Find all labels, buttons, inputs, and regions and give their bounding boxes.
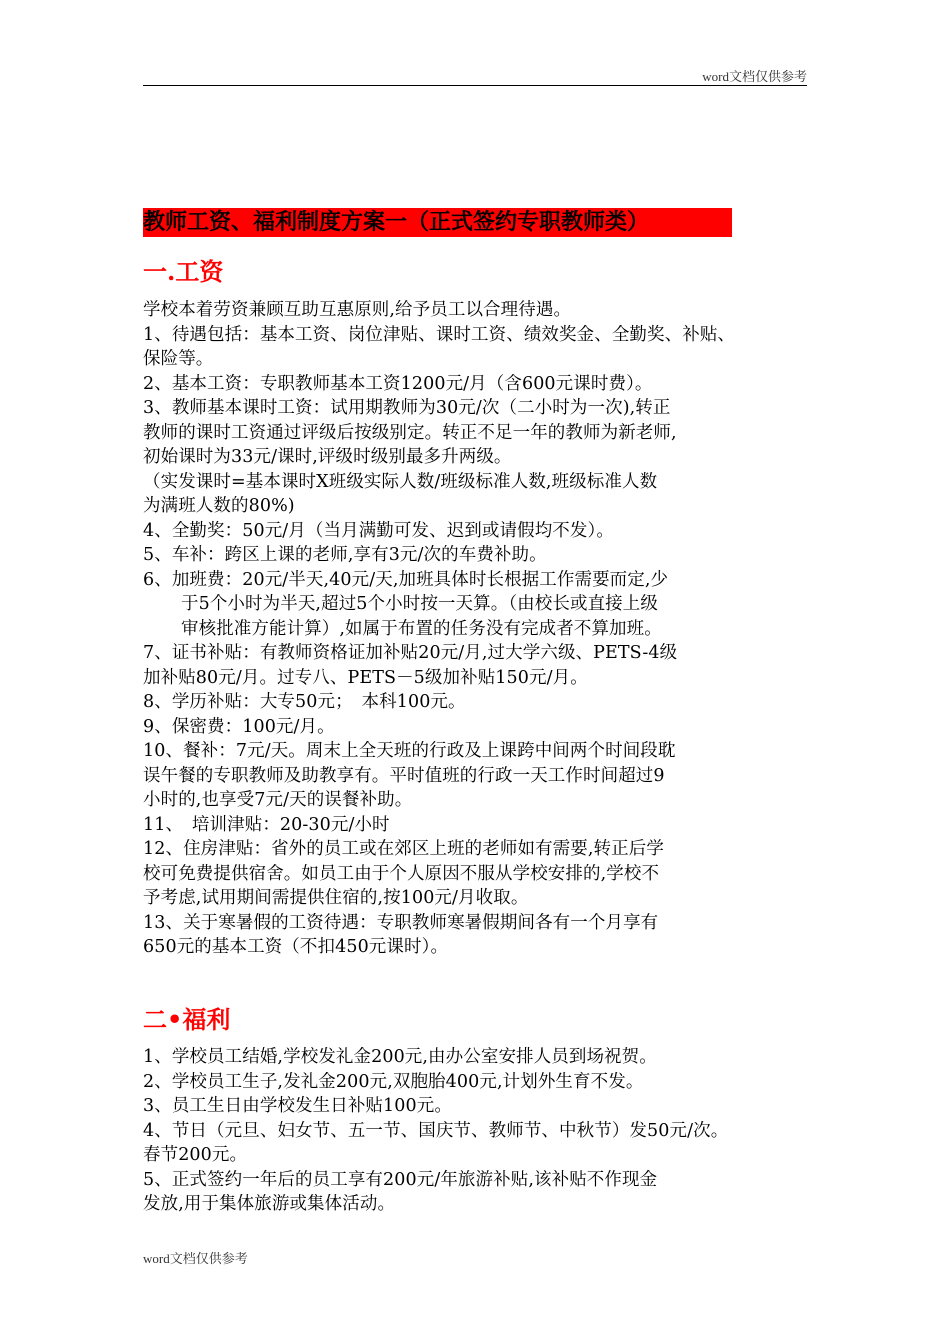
salary-section-body	[143, 298, 823, 960]
paragraph-line: 保险等。	[143, 349, 214, 369]
paragraph-line: 为满班人数的80%)	[143, 496, 295, 516]
section-heading-salary: 一.工资	[143, 257, 224, 286]
paragraph-line: 5、车补：跨区上课的老师,享有3元/次的车费补助。	[143, 545, 547, 565]
page-header-text: word文档仅供参考	[702, 69, 807, 84]
page-footer-text: word文档仅供参考	[143, 1251, 248, 1266]
paragraph-line: 11、 培训津贴：20-30元/小时	[143, 814, 390, 835]
paragraph-line: 校可免费提供宿舍。如员工由于个人原因不服从学校安排的,学校不	[143, 863, 660, 884]
paragraph-line: 发放,用于集体旅游或集体活动。	[143, 1194, 396, 1214]
paragraph-line: 1、学校员工结婚,学校发礼金200元,由办公室安排人员到场祝贺。	[143, 1047, 657, 1067]
paragraph-line: 2、基本工资：专职教师基本工资1200元/月（含600元课时费）。	[143, 373, 653, 394]
paragraph-line: （实发课时=基本课时X班级实际人数/班级标准人数,班级标准人数	[143, 471, 658, 492]
section-heading-benefits: 二•福利	[143, 1005, 231, 1034]
paragraph-line: 春节200元。	[143, 1145, 248, 1165]
paragraph-line: 初始课时为33元/课时,评级时级别最多升两级。	[143, 447, 512, 467]
paragraph-line: 8、学历补贴：大专50元； 本科100元。	[143, 692, 466, 712]
paragraph-line: 6、加班费：20元/半天,40元/天,加班具体时长根据工作需要而定,少	[143, 569, 669, 590]
benefits-section-body	[143, 1045, 823, 1217]
paragraph-line: 1、待遇包括：基本工资、岗位津贴、课时工资、绩效奖金、全勤奖、补贴、	[143, 324, 736, 345]
paragraph-line: 3、员工生日由学校发生日补贴100元。	[143, 1096, 452, 1116]
paragraph-line: 12、住房津贴：省外的员工或在郊区上班的老师如有需要,转正后学	[143, 839, 664, 859]
header-divider	[143, 85, 807, 86]
paragraph-line: 小时的,也享受7元/天的误餐补助。	[143, 790, 413, 810]
paragraph-line: 审核批准方能计算）,如属于布置的任务没有完成者不算加班。	[181, 618, 662, 639]
paragraph-line: 650元的基本工资（不扣450元课时）。	[143, 937, 449, 957]
paragraph-line: 误午餐的专职教师及助教享有。平时值班的行政一天工作时间超过9	[143, 765, 665, 786]
paragraph-line: 7、证书补贴：有教师资格证加补贴20元/月,过大学六级、PETS-4级	[143, 643, 678, 663]
paragraph-line: 10、餐补：7元/天。周末上全天班的行政及上课跨中间两个时间段耽	[143, 741, 676, 761]
paragraph-line: 5、正式签约一年后的员工享有200元/年旅游补贴,该补贴不作现金	[143, 1169, 658, 1190]
paragraph-line: 13、关于寒暑假的工资待遇：专职教师寒暑假期间各有一个月享有	[143, 912, 659, 933]
paragraph-line: 予考虑,试用期间需提供住宿的,按100元/月收取。	[143, 888, 529, 908]
paragraph-line: 4、全勤奖：50元/月（当月满勤可发、迟到或请假均不发）。	[143, 520, 614, 541]
paragraph-line: 教师的课时工资通过评级后按级别定。转正不足一年的教师为新老师,	[143, 422, 677, 443]
paragraph-line: 于5个小时为半天,超过5个小时按一天算。（由校长或直接上级	[181, 594, 658, 614]
paragraph-line: 学校本着劳资兼顾互助互惠原则,给予员工以合理待遇。	[143, 300, 572, 320]
paragraph-line: 9、保密费：100元/月。	[143, 716, 335, 737]
paragraph-line: 4、节日（元旦、妇女节、五一节、国庆节、教师节、中秋节）发50元/次。	[143, 1120, 729, 1141]
document-title: 教师工资、福利制度方案一（正式签约专职教师类）	[143, 208, 732, 237]
paragraph-line: 加补贴80元/月。过专八、PETS－5级加补贴150元/月。	[143, 667, 588, 688]
paragraph-line: 3、教师基本课时工资：试用期教师为30元/次（二小时为一次),转正	[143, 398, 671, 418]
paragraph-line: 2、学校员工生子,发礼金200元,双胞胎400元,计划外生育不发。	[143, 1071, 644, 1092]
